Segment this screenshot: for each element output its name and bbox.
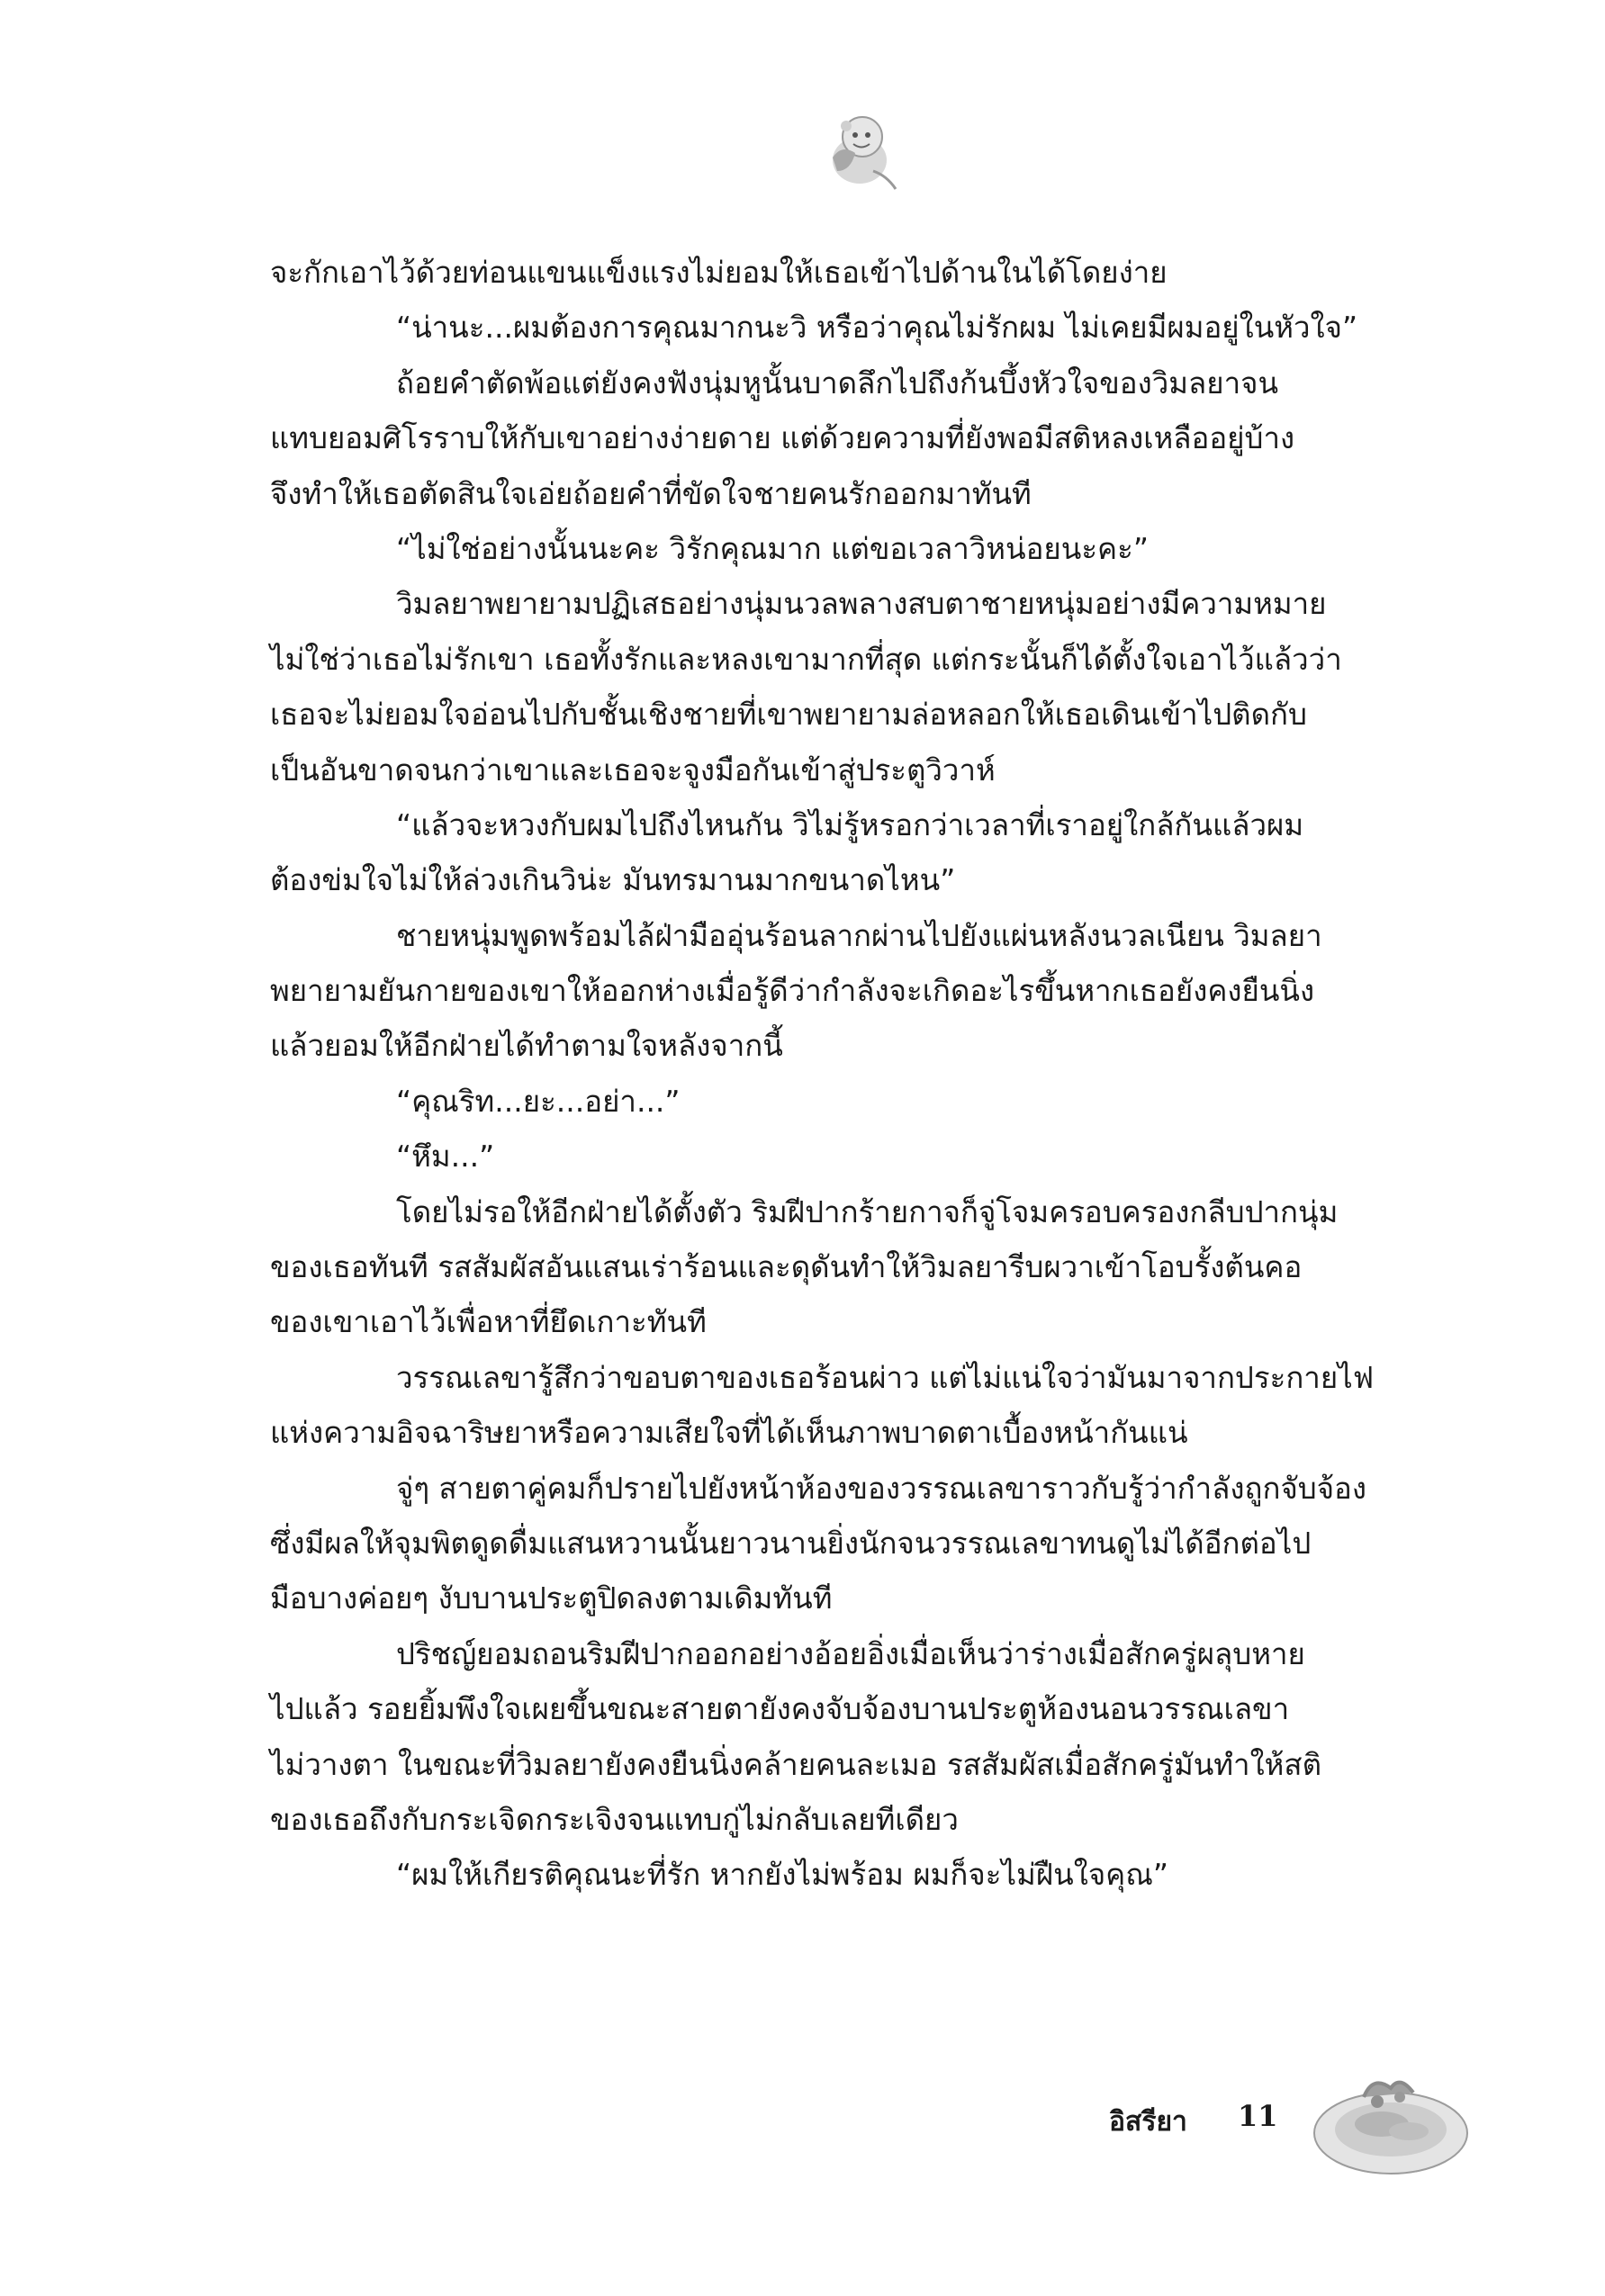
page-footer <box>0 2061 1605 2205</box>
body-line: จู่ๆ สายตาคู่คมก็ปรายไปยังหน้าห้องของวรรณเลขาราวกับรู้ว่ากำลังถูกจับจ้อง <box>396 1470 1366 1506</box>
body-line: แห่งความอิจฉาริษยาหรือความเสียใจที่ได้เห็นภาพบาดตาเบื้องหน้ากันแน่ <box>270 1415 1188 1451</box>
body-line: ไม่ใช่ว่าเธอไม่รักเขา เธอทั้งรักและหลงเขามากที่สุด แต่กระนั้นก็ได้ตั้งใจเอาไว้แล้วว่า <box>270 641 1342 677</box>
body-line: “คุณริท...ยะ...อย่า...” <box>396 1083 681 1119</box>
body-line: เธอจะไม่ยอมใจอ่อนไปกับชั้นเชิงชายที่เขาพยายามล่อหลอกให้เธอเดินเข้าไปติดกับ <box>270 697 1307 733</box>
food-plate-icon <box>1310 2070 1472 2178</box>
footer-book-title: อิสรียา <box>1109 2106 1187 2138</box>
page-number: 11 <box>1238 2099 1278 2133</box>
body-line: ซึ่งมีผลให้จุมพิตดูดดื่มแสนหวานนั้นยาวนานยิ่งนักจนวรรณเลขาทนดูไม่ได้อีกต่อไป <box>270 1525 1312 1561</box>
body-line: แทบยอมศิโรราบให้กับเขาอย่างง่ายดาย แต่ด้วยความที่ยังพอมีสติหลงเหลืออยู่บ้าง <box>270 420 1295 456</box>
body-line: วรรณเลขารู้สึกว่าขอบตาของเธอร้อนผ่าว แต่ไม่แน่ใจว่ามันมาจากประกายไฟ <box>396 1359 1375 1395</box>
body-line: ไปแล้ว รอยยิ้มพึงใจเผยขึ้นขณะสายตายังคงจับจ้องบานประตูห้องนอนวรรณเลขา <box>270 1691 1290 1727</box>
body-line: “แล้วจะหวงกับผมไปถึงไหนกัน วิไม่รู้หรอกว่าเวลาที่เราอยู่ใกล้กันแล้วผม <box>396 806 1304 842</box>
body-line: ไม่วางตา ในขณะที่วิมลยายังคงยืนนิ่งคล้ายคนละเมอ รสสัมผัสเมื่อสักครู่มันทำให้สติ <box>270 1746 1322 1782</box>
body-line: โดยไม่รอให้อีกฝ่ายได้ตั้งตัว ริมฝีปากร้ายกาจก็จู่โจมครอบครองกลีบปากนุ่ม <box>396 1193 1339 1229</box>
body-line: เป็นอันขาดจนกว่าเขาและเธอจะจูงมือกันเข้าสู่ประตูวิวาห์ <box>270 752 996 788</box>
body-line: ต้องข่มใจไม่ให้ล่วงเกินวิน่ะ มันทรมานมากขนาดไหน” <box>270 862 956 898</box>
body-line: ของเธอถึงกับกระเจิดกระเจิงจนแทบกู่ไม่กลับเลยทีเดียว <box>270 1801 959 1837</box>
body-line: จะกักเอาไว้ด้วยท่อนแขนแข็งแรงไม่ยอมให้เธอเข้าไปด้านในได้โดยง่าย <box>270 255 1168 290</box>
body-line: ชายหนุ่มพูดพร้อมไล้ฝ่ามืออุ่นร้อนลากผ่านไปยังแผ่นหลังนวลเนียน วิมลยา <box>396 917 1322 953</box>
cartoon-character-icon <box>810 108 909 198</box>
body-line: ของเขาเอาไว้เพื่อหาที่ยึดเกาะทันที <box>270 1304 707 1340</box>
body-text <box>270 245 1454 1903</box>
body-line: วิมลยาพยายามปฏิเสธอย่างนุ่มนวลพลางสบตาชายหนุ่มอย่างมีความหมาย <box>396 586 1327 622</box>
body-line: “ไม่ใช่อย่างนั้นนะคะ วิรักคุณมาก แต่ขอเวลาวิหน่อยนะคะ” <box>396 530 1149 566</box>
body-line: ของเธอทันที รสสัมผัสอันแสนเร่าร้อนและดุดันทำให้วิมลยารีบผวาเข้าโอบรั้งต้นคอ <box>270 1249 1303 1285</box>
body-line: ถ้อยคำตัดพ้อแต่ยังคงฟังนุ่มหูนั้นบาดลึกไปถึงก้นบึ้งหัวใจของวิมลยาจน <box>396 365 1279 401</box>
body-line: ปริชญ์ยอมถอนริมฝีปากออกอย่างอ้อยอิ่งเมื่อเห็นว่าร่างเมื่อสักครู่ผลุบหาย <box>396 1635 1305 1671</box>
body-line: “ผมให้เกียรติคุณนะที่รัก หากยังไม่พร้อม ผมก็จะไม่ฝืนใจคุณ” <box>396 1857 1168 1893</box>
body-line: แล้วยอมให้อีกฝ่ายได้ทำตามใจหลังจากนี้ <box>270 1028 783 1064</box>
body-line: “น่านะ...ผมต้องการคุณมากนะวิ หรือว่าคุณไม่รักผม ไม่เคยมีผมอยู่ในหัวใจ” <box>396 310 1358 346</box>
body-line: “หึม...” <box>396 1139 495 1175</box>
body-line: มือบางค่อยๆ งับบานประตูปิดลงตามเดิมทันที <box>270 1580 833 1616</box>
body-line: จึงทำให้เธอตัดสินใจเอ่ยถ้อยคำที่ขัดใจชายคนรักออกมาทันที <box>270 475 1032 511</box>
body-line: พยายามยันกายของเขาให้ออกห่างเมื่อรู้ดีว่ากำลังจะเกิดอะไรขึ้นหากเธอยังคงยืนนิ่ง <box>270 973 1315 1009</box>
